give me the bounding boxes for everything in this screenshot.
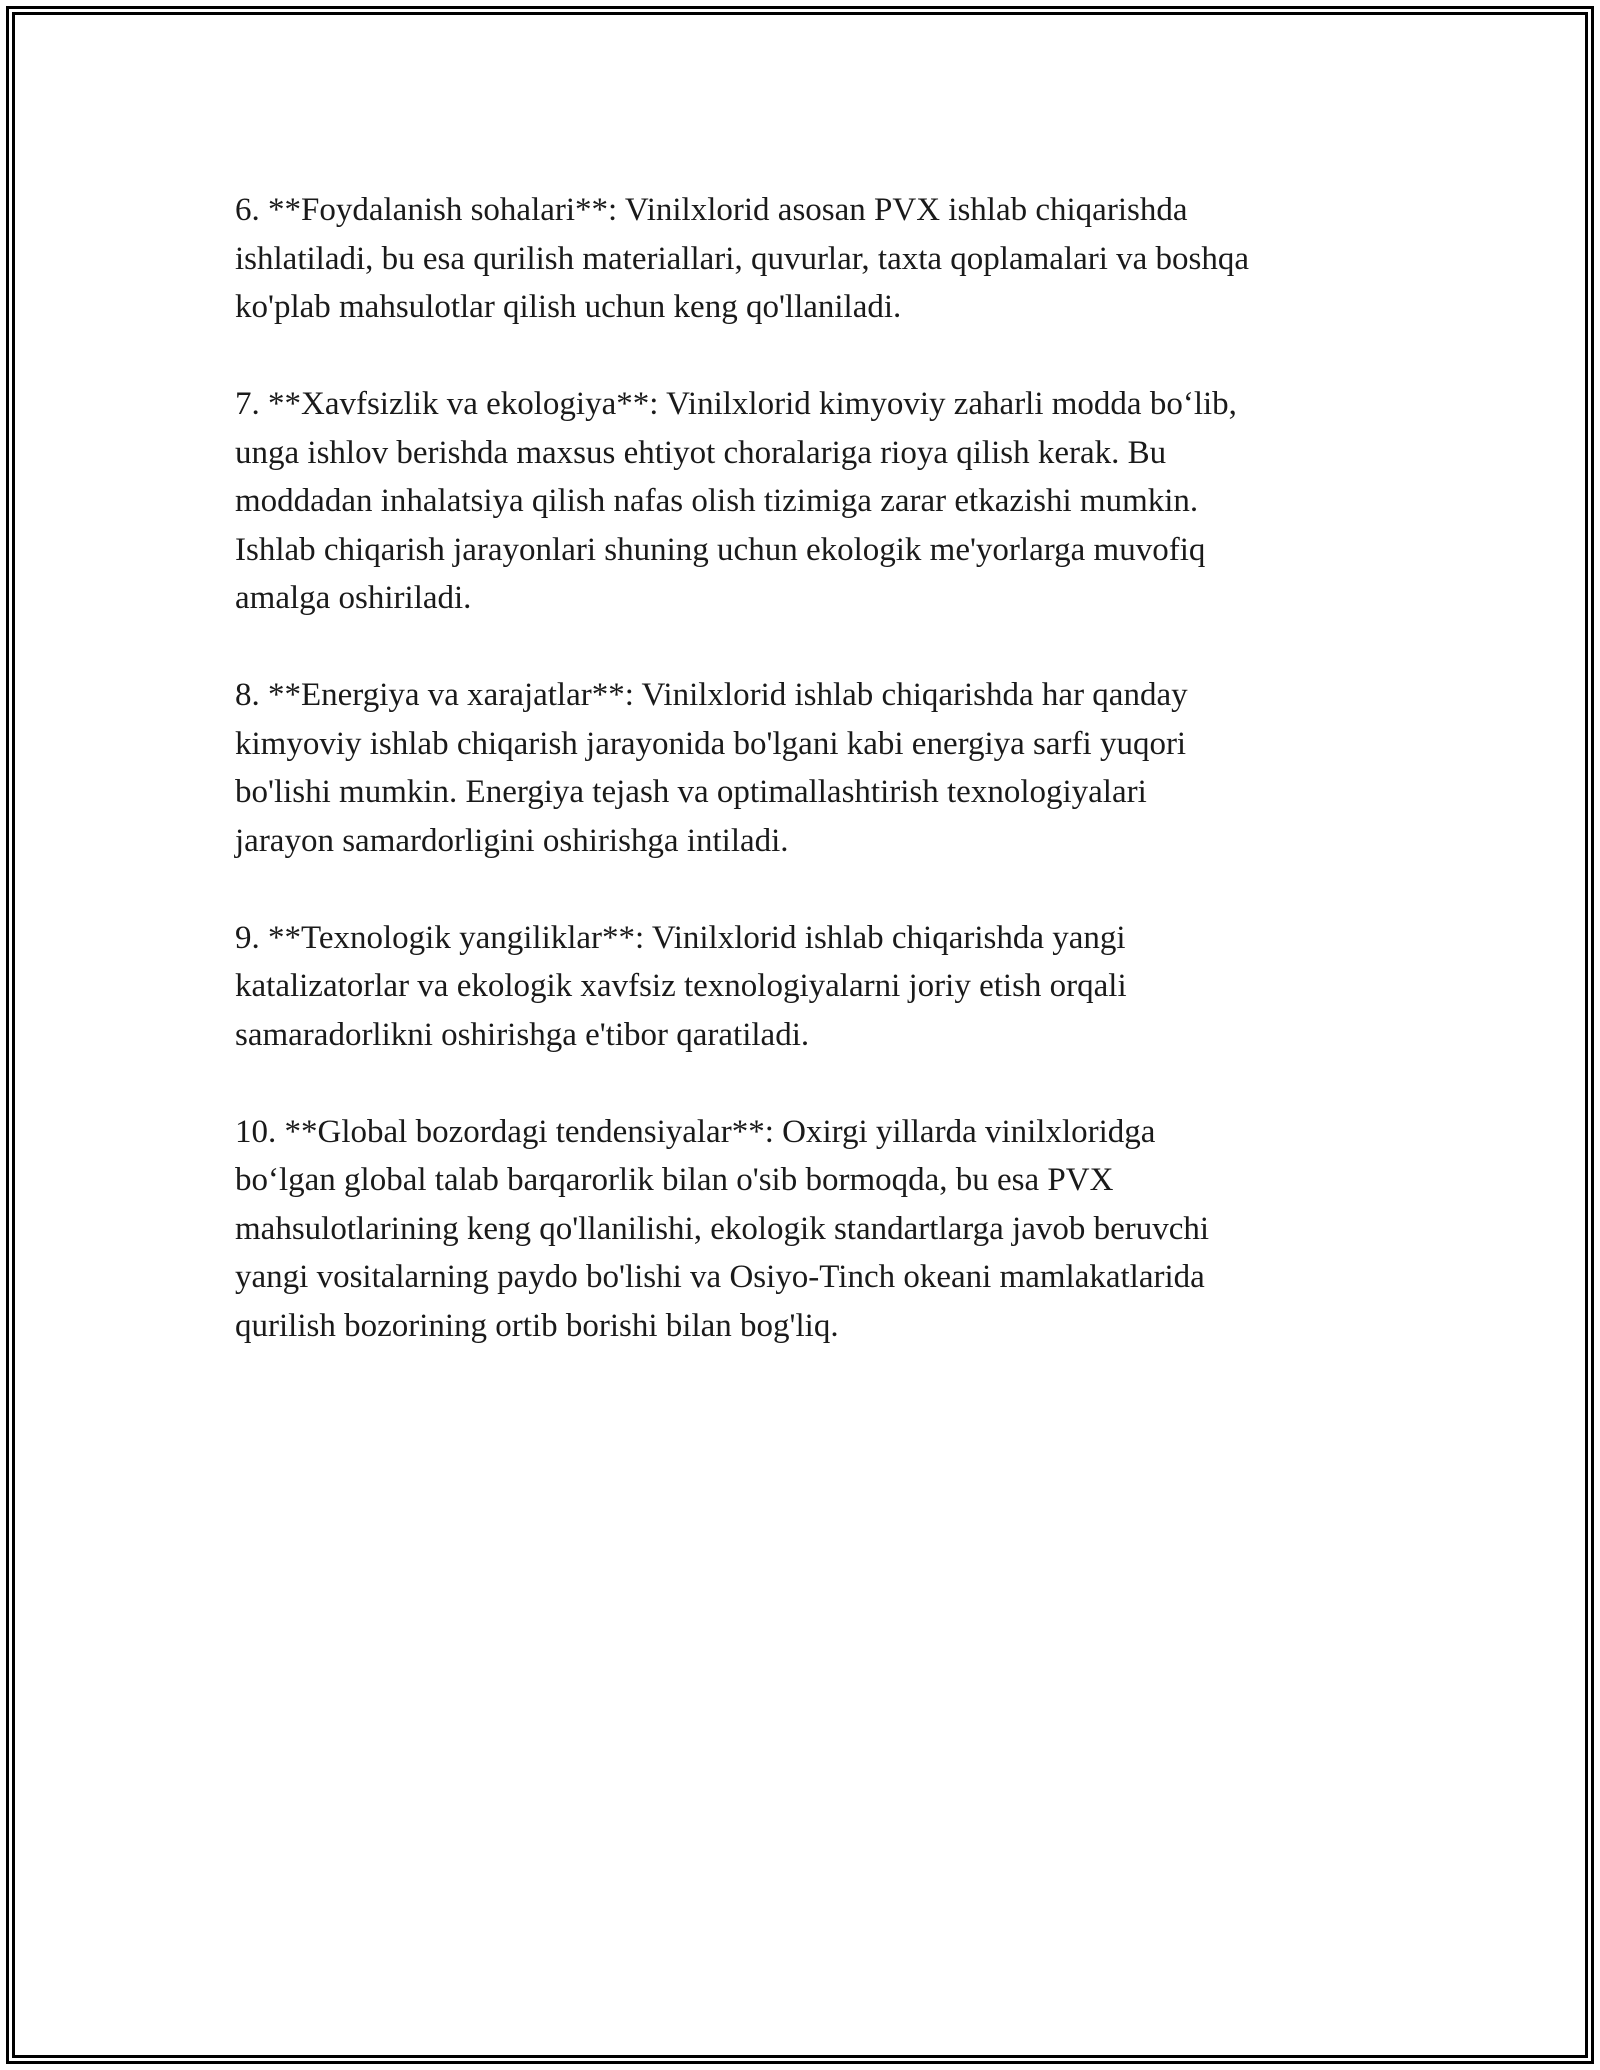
text-line: ishlatiladi, bu esa qurilish materiallari, quvurlar, taxta qoplamalari va boshqa <box>235 240 1250 277</box>
text-line: qurilish bozorining ortib borishi bilan bog'liq. <box>235 1307 839 1344</box>
paragraph-item-8 <box>235 671 1385 865</box>
paragraph-item-6 <box>235 186 1385 332</box>
text-line: amalga oshiriladi. <box>235 580 472 616</box>
text-line: 10. **Global bozordagi tendensiyalar**: Oxirgi yillarda vinilxloridga <box>235 1113 1156 1150</box>
text-line: unga ishlov berishda maxsus ehtiyot choralariga rioya qilish kerak. Bu <box>235 434 1167 471</box>
paragraph-item-7 <box>235 380 1385 623</box>
text-line: mahsulotlarining keng qo'llanilishi, ekologik standartlarga javob beruvchi <box>235 1210 1210 1247</box>
text-line: 6. **Foydalanish sohalari**: Vinilxlorid asosan PVX ishlab chiqarishda <box>235 192 1188 228</box>
text-line: jarayon samardorligini oshirishga intiladi. <box>235 822 789 859</box>
document-body <box>235 186 1385 1399</box>
paragraph-item-10 <box>235 1108 1385 1351</box>
text-line: kimyoviy ishlab chiqarish jarayonida bo'lgani kabi energiya sarfi yuqori <box>235 725 1187 762</box>
text-line: samaradorlikni oshirishga e'tibor qaratiladi. <box>235 1016 810 1053</box>
text-line: bo'lishi mumkin. Energiya tejash va optimallashtirish texnologiyalari <box>235 774 1147 810</box>
text-line: bo‘lgan global talab barqarorlik bilan o'sib bormoqda, bu esa PVX <box>235 1162 1114 1198</box>
text-line: 8. **Energiya va xarajatlar**: Vinilxlorid ishlab chiqarishda har qanday <box>235 677 1188 713</box>
text-line: 7. **Xavfsizlik va ekologiya**: Vinilxlorid kimyoviy zaharli modda bo‘lib, <box>235 386 1237 422</box>
paragraph-item-9 <box>235 914 1385 1060</box>
text-line: ko'plab mahsulotlar qilish uchun keng qo'llaniladi. <box>235 289 902 325</box>
text-line: katalizatorlar va ekologik xavfsiz texnologiyalarni joriy etish orqali <box>235 968 1127 1004</box>
text-line: yangi vositalarning paydo bo'lishi va Osiyo-Tinch okeani mamlakatlarida <box>235 1259 1205 1295</box>
text-line: 9. **Texnologik yangiliklar**: Vinilxlorid ishlab chiqarishda yangi <box>235 919 1126 956</box>
text-line: Ishlab chiqarish jarayonlari shuning uchun ekologik me'yorlarga muvofiq <box>235 531 1206 568</box>
text-line: moddadan inhalatsiya qilish nafas olish tizimiga zarar etkazishi mumkin. <box>235 483 1199 519</box>
